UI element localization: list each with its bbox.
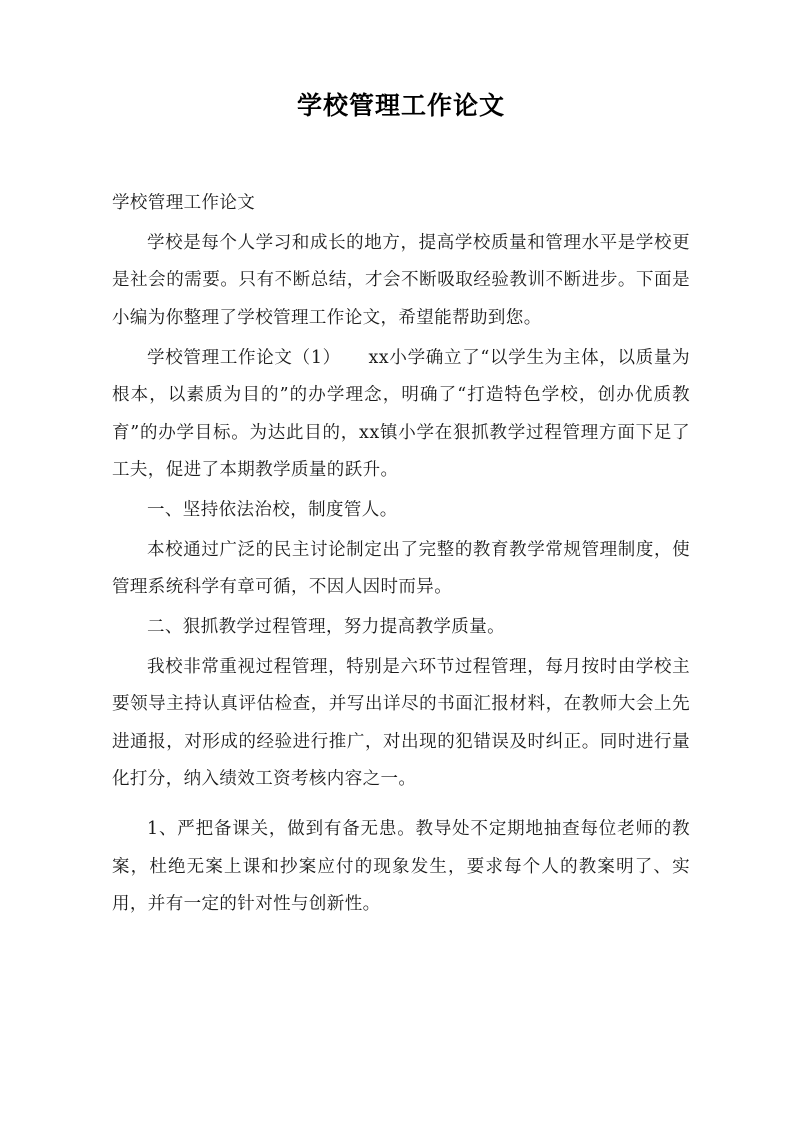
paragraph-section-1-body: 学校管理工作论文（1） xx小学确立了“以学生为主体，以质量为根本，以素质为目的”的办学理念，明确了“打造特色学校，创办优质教育”的办学目标。为达此目的，xx镇小学在狠抓教学过程管理方面下足了工夫，促进了本期教学质量的跃升。 — [112, 347, 690, 481]
paragraph-heading-one-body: 本校通过广泛的民主讨论制定出了完整的教育教学常规管理制度，使管理系统科学有章可循，不因人因时而异。 — [112, 539, 690, 598]
paragraph-heading-two: 二、狠抓教学过程管理，努力提高教学质量。 — [147, 616, 505, 637]
paragraph-item-1: 1、严把备课关，做到有备无患。教导处不定期地抽查每位老师的教案，杜绝无案上课和抄案应付的现象发生，要求每个人的教案明了、实用，并有一定的针对性与创新性。 — [112, 819, 690, 915]
paragraph-spacer — [112, 801, 690, 811]
document-body — [112, 88, 690, 926]
paragraph-intro: 学校是每个人学习和成长的地方，提高学校质量和管理水平是学校更是社会的需要。只有不断总结，才会不断吸取经验教训不断进步。下面是小编为你整理了学校管理工作论文，希望能帮助到您。 — [112, 232, 690, 328]
page-title: 学校管理工作论文 — [296, 91, 505, 120]
paragraph-heading-two-body: 我校非常重视过程管理，特别是六环节过程管理，每月按时由学校主要领导主持认真评估检查，并写出详尽的书面汇报材料，在教师大会上先进通报，对形成的经验进行推广，对出现的犯错误及时纠正。同时进行量化打分，纳入绩效工资考核内容之一。 — [112, 656, 690, 790]
paragraph-heading-one: 一、坚持依法治校，制度管人。 — [147, 500, 398, 520]
paragraph-heading-line: 学校管理工作论文 — [112, 193, 256, 213]
